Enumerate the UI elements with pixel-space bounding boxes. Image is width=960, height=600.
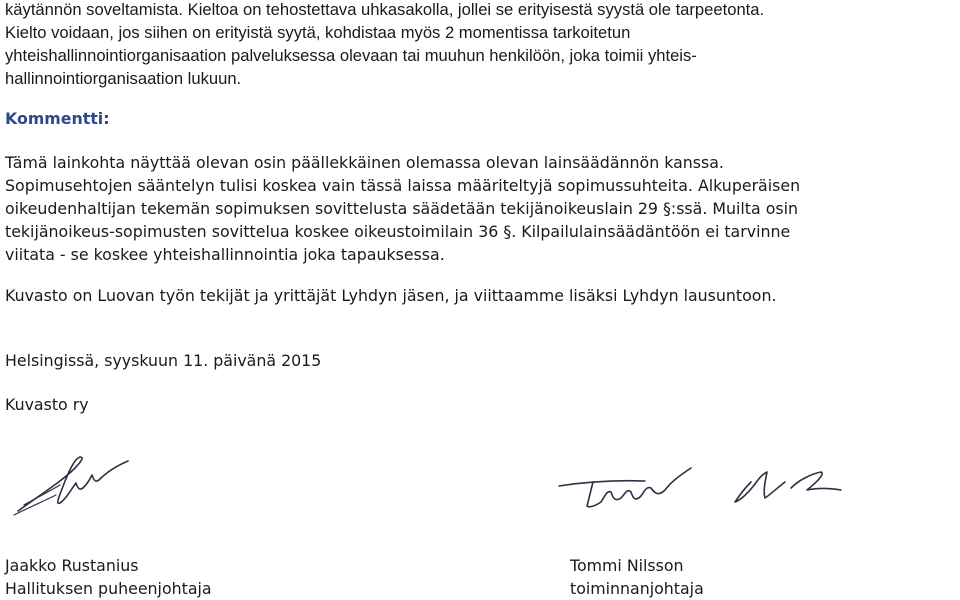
comment-line: Sopimusehtojen sääntelyn tulisi koskea vain tässä laissa määriteltyjä sopimussuhteita. Alkuperäisen: [5, 176, 801, 195]
comment-paragraph: [5, 151, 960, 266]
signature-jaakko-rustanius: [10, 445, 170, 525]
intro-line: Kielto voidaan, jos siihen on erityistä syytä, kohdistaa myös 2 momentissa tarkoitetun: [5, 23, 631, 42]
comment-line: Tämä lainkohta näyttää olevan osin päällekkäinen olemassa olevan lainsäädännön kanssa.: [5, 153, 724, 172]
comment-line: viitata - se koskee yhteishallinnointia joka tapauksessa.: [5, 245, 445, 264]
signature-tommi-nilsson: [555, 452, 945, 522]
intro-paragraph: [5, 0, 960, 90]
intro-line: hallinnointiorganisaation lukuun.: [5, 69, 242, 88]
signatory-name: Jaakko Rustanius: [5, 556, 139, 575]
signatory-right: [570, 554, 950, 600]
organization-name: Kuvasto ry: [5, 395, 89, 414]
place-date: Helsingissä, syyskuun 11. päivänä 2015: [5, 351, 322, 370]
membership-statement: Kuvasto on Luovan työn tekijät ja yrittäjät Lyhdyn jäsen, ja viittaamme lisäksi Lyhdyn lausuntoon.: [5, 286, 777, 305]
signatory-title: toiminnanjohtaja: [570, 579, 704, 598]
intro-line: käytännön soveltamista. Kieltoa on tehostettava uhkasakolla, jollei se erityisestä syystä ole tarpeetonta.: [5, 0, 765, 19]
signatory-left: [5, 554, 405, 600]
comment-line: tekijänoikeus-sopimusten sovittelua koskee oikeustoimilain 36 §. Kilpailulainsäädäntöön ei tarvinne: [5, 222, 791, 241]
comment-heading: Kommentti:: [5, 109, 110, 128]
intro-line: yhteishallinnointiorganisaation palveluksessa olevaan tai muuhun henkilöön, joka toimii yhteis-: [5, 46, 697, 65]
signatory-title: Hallituksen puheenjohtaja: [5, 579, 212, 598]
signatory-name: Tommi Nilsson: [570, 556, 684, 575]
comment-line: oikeudenhaltijan tekemän sopimuksen sovittelusta säädetään tekijänoikeuslain 29 §:ssä. Muilta osin: [5, 199, 798, 218]
